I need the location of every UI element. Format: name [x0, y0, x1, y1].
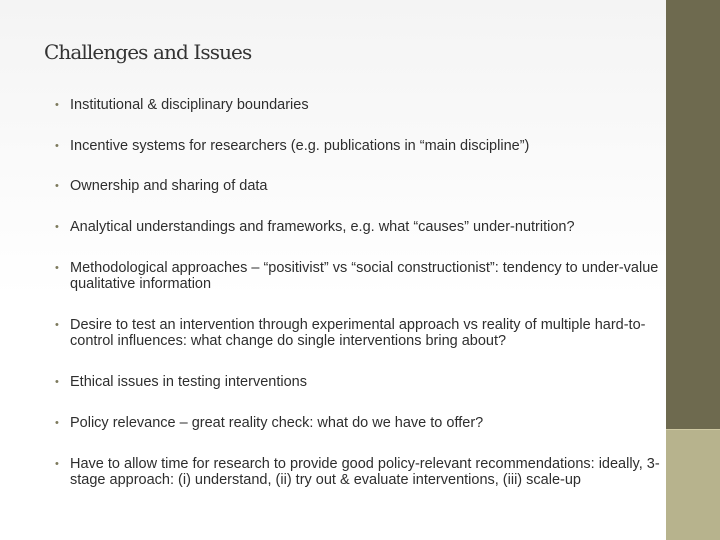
- bullet-text: Policy relevance – great reality check: what do we have to offer?: [70, 415, 484, 431]
- slide-title: Challenges and Issues: [44, 40, 252, 64]
- bullet-item: [55, 456, 677, 488]
- bullet-item: [55, 415, 677, 431]
- bullet-item: [55, 317, 677, 349]
- bullet-dot-icon: •: [55, 417, 59, 429]
- bullet-item: [55, 219, 677, 235]
- bullet-text: Desire to test an intervention through experimental approach vs reality of multiple hard-to-control influences: what change do single interventions bring about?: [70, 317, 646, 349]
- sidebar-top-panel: [666, 0, 720, 430]
- bullet-dot-icon: •: [55, 99, 59, 111]
- bullet-text: Institutional & disciplinary boundaries: [70, 97, 309, 113]
- bullet-dot-icon: •: [55, 221, 59, 233]
- bullet-text: Ownership and sharing of data: [70, 178, 268, 194]
- bullet-item: [55, 374, 677, 390]
- bullet-dot-icon: •: [55, 319, 59, 331]
- bullet-dot-icon: •: [55, 262, 59, 274]
- bullet-dot-icon: •: [55, 140, 59, 152]
- bullet-item: [55, 178, 677, 194]
- bullet-text: Methodological approaches – “positivist” vs “social constructionist”: tendency to under-value qualitative information: [70, 260, 659, 292]
- bullet-text: Ethical issues in testing interventions: [70, 374, 307, 390]
- bullet-text: Have to allow time for research to provide good policy-relevant recommendations: ideally, 3-stage approach: (i) understand, (ii) try out & evaluate interventions, (iii) scale-up: [70, 456, 660, 488]
- bullet-text: Analytical understandings and frameworks, e.g. what “causes” under-nutrition?: [70, 219, 575, 235]
- bullet-item: [55, 97, 677, 113]
- bullet-dot-icon: •: [55, 376, 59, 388]
- bullet-dot-icon: •: [55, 180, 59, 192]
- bullet-dot-icon: •: [55, 458, 59, 470]
- bullet-item: [55, 260, 677, 292]
- bullet-text: Incentive systems for researchers (e.g. publications in “main discipline”): [70, 138, 530, 154]
- bullet-item: [55, 138, 677, 154]
